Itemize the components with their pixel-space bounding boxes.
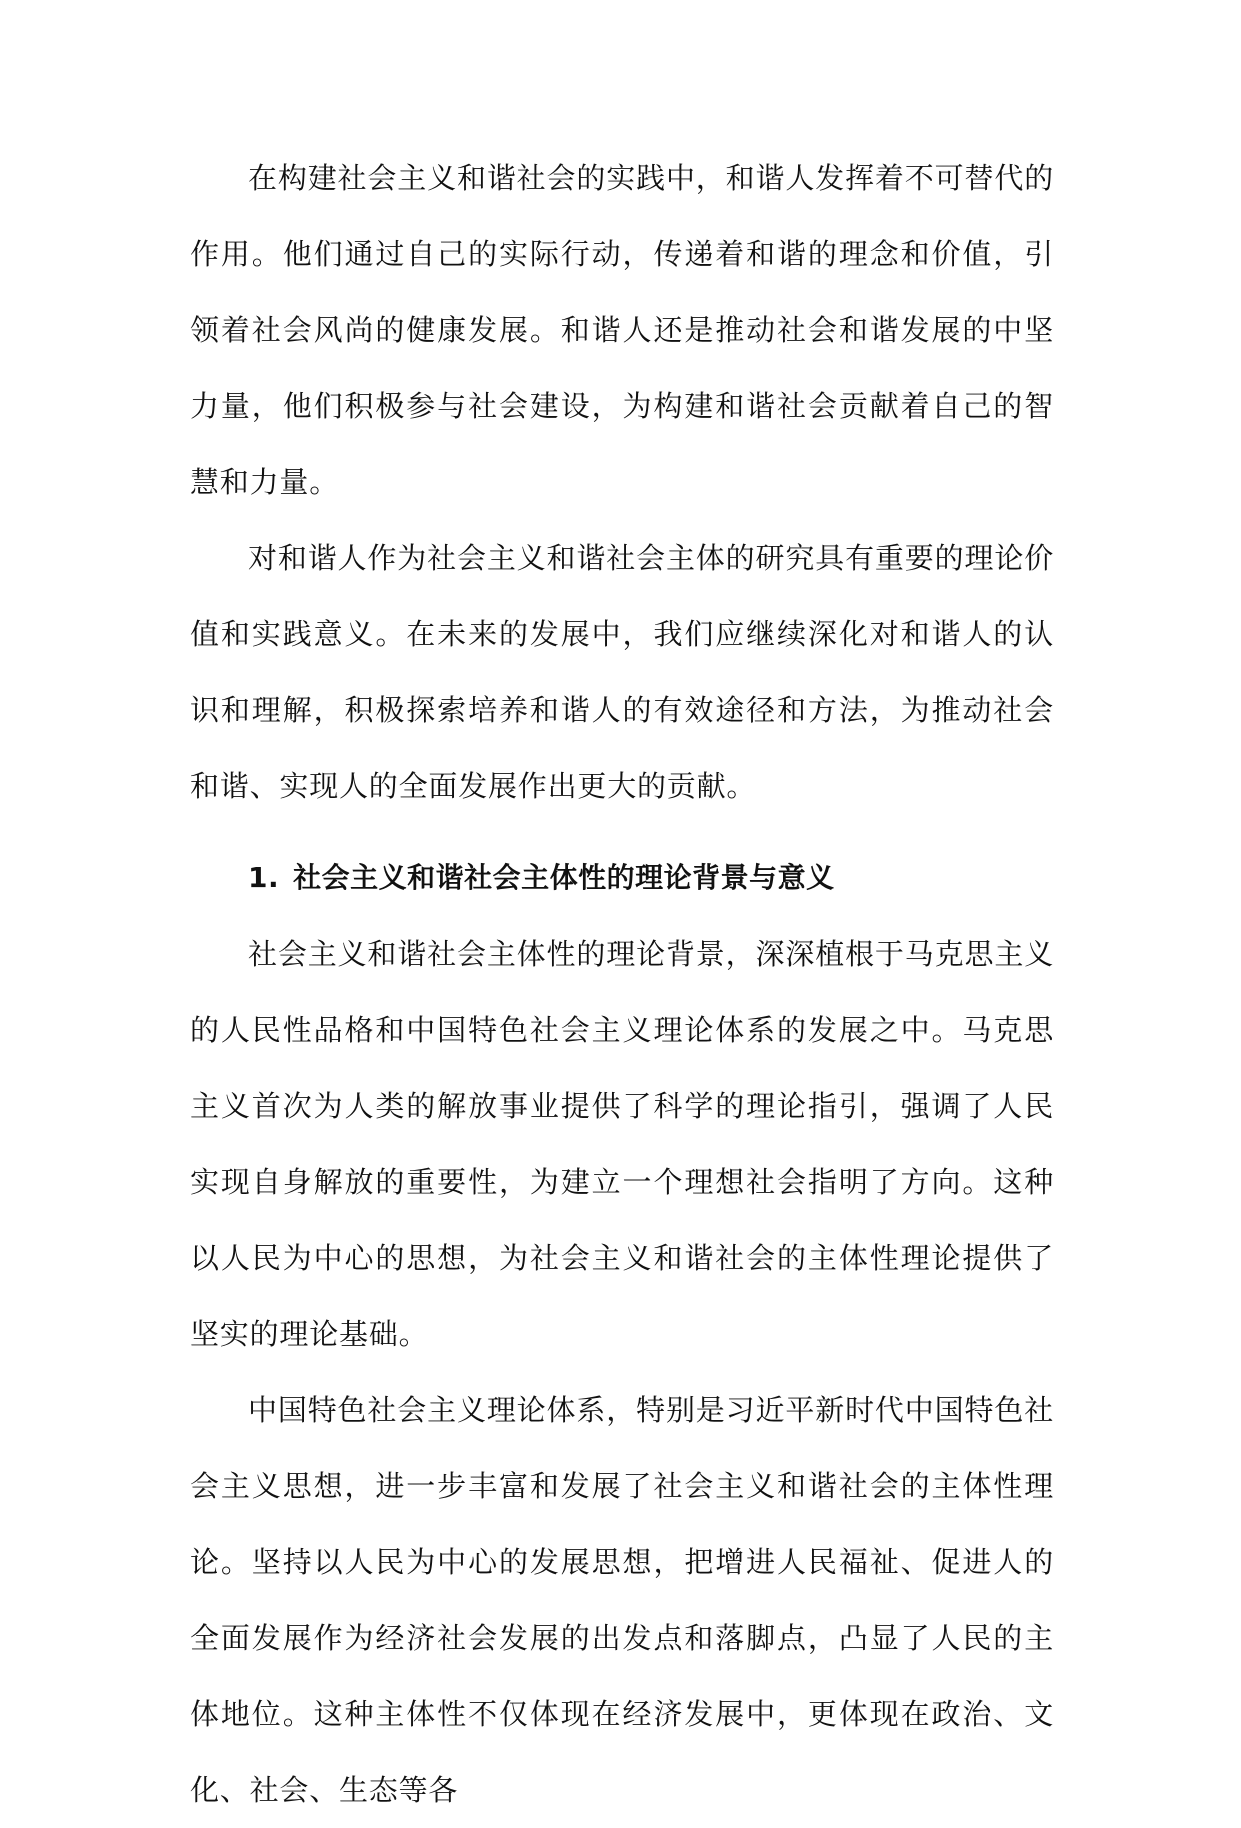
- paragraph: 社会主义和谐社会主体性的理论背景，深深植根于马克思主义的人民性品格和中国特色社会主义理论体系的发展之中。马克思主义首次为人类的解放事业提供了科学的理论指引，强调了人民实现自身解放的重要性，为建立一个理想社会指明了方向。这种以人民为中心的思想，为社会主义和谐社会的主体性理论提供了坚实的理论基础。: [190, 937, 1054, 1351]
- paragraph: 对和谐人作为社会主义和谐社会主体的研究具有重要的理论价值和实践意义。在未来的发展中，我们应继续深化对和谐人的认识和理解，积极探索培养和谐人的有效途径和方法，为推动社会和谐、实现人的全面发展作出更大的贡献。: [190, 541, 1054, 803]
- section-title: 社会主义和谐社会主体性的理论背景与意义: [293, 861, 835, 894]
- paragraph: 中国特色社会主义理论体系，特别是习近平新时代中国特色社会主义思想，进一步丰富和发展了社会主义和谐社会的主体性理论。坚持以人民为中心的发展思想，把增进人民福祉、促进人的全面发展作为经济社会发展的出发点和落脚点，凸显了人民的主体地位。这种主体性不仅体现在经济发展中，更体现在政治、文化、社会、生态等各: [190, 1393, 1054, 1807]
- section-heading: [190, 840, 1054, 916]
- paragraph: 在构建社会主义和谐社会的实践中，和谐人发挥着不可替代的作用。他们通过自己的实际行动，传递着和谐的理念和价值，引领着社会风尚的健康发展。和谐人还是推动社会和谐发展的中坚力量，他们积极参与社会建设，为构建和谐社会贡献着自己的智慧和力量。: [190, 161, 1054, 499]
- document-body: [190, 140, 1054, 1828]
- section-number: 1.: [248, 861, 280, 894]
